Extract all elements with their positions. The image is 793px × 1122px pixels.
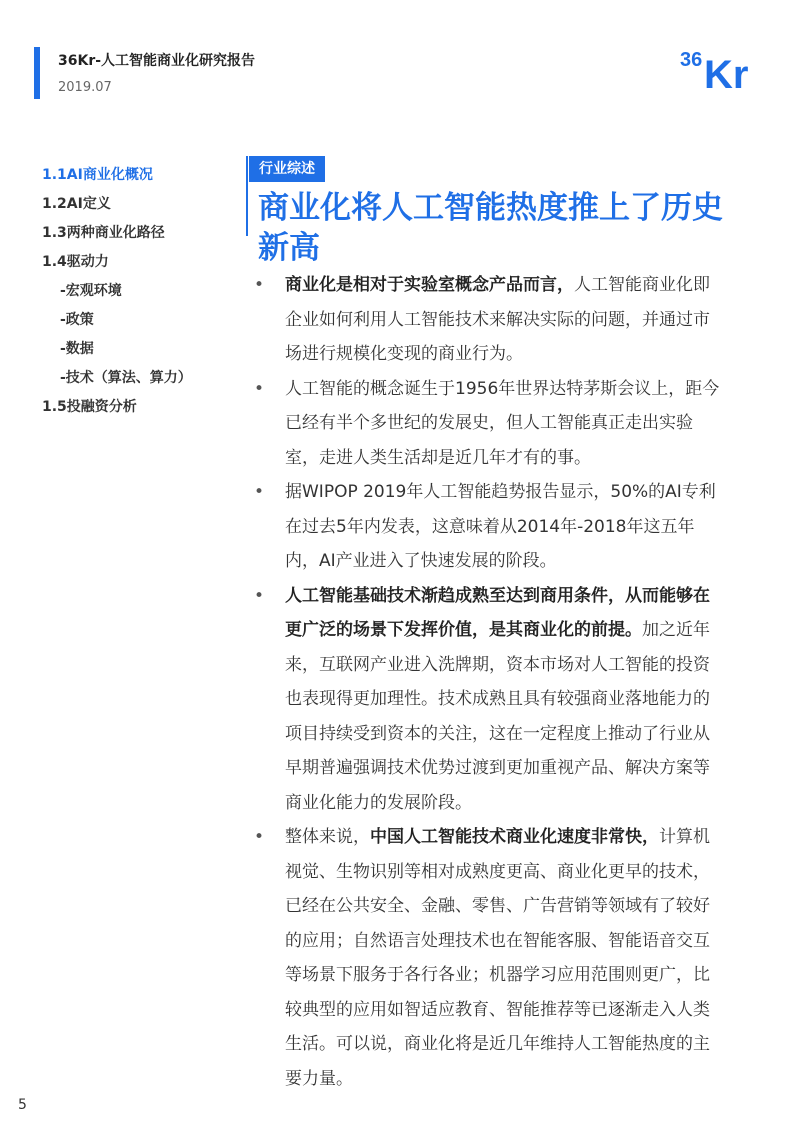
36kr-logo [678,40,768,92]
toc-item-macro[interactable]: -宏观环境 [60,283,122,299]
bullet-text: 计算机视觉、生物识别等相对成熟度更高、商业化更早的技术，已经在公共安全、金融、零售、广告营销等领域有了较好的应用；自然语言处理技术也在智能客服、智能语音交互等场景下服务于各行各业；机器学习应用范围则更广，比较典型的应用如智适应教育、智能推荐等已逐渐走入人类生活。可以说，商业化将是近几年维持人工智能热度的主要力量。 [285,827,710,1089]
bullet-text: 人工智能商业化即企业如何利用人工智能技术来解决实际的问题，并通过市场进行规模化变现的商业行为。 [285,275,710,364]
report-date: 2019.07 [58,80,112,95]
table-of-contents [42,166,242,427]
bullet-icon: • [254,482,265,502]
toc-item-data[interactable]: -数据 [60,341,94,357]
section-divider [246,156,248,236]
bullet-item [254,475,724,579]
bullet-bold-text: 商业化是相对于实验室概念产品而言， [285,275,574,295]
bullet-text: 人工智能的概念诞生于1956年世界达特茅斯会议上，距今已经有半个多世纪的发展史，但人工智能真正走出实验室，走进人类生活却是近几年才有的事。 [285,378,720,468]
bullet-list [254,268,724,1096]
toc-item-1-4[interactable]: 1.4驱动力 [42,254,109,270]
logo-36: 36 [680,49,703,71]
bullet-icon: • [254,275,265,295]
toc-item-1-3[interactable]: 1.3两种商业化路径 [42,225,165,241]
bullet-icon: • [254,378,265,399]
bullet-item [254,268,724,372]
bullet-text: 加之近年来，互联网产业进入洗牌期，资本市场对人工智能的投资也表现得更加理性。技术成熟且具有较强商业落地能力的项目持续受到资本的关注，这在一定程度上推动了行业从早期普遍强调技术优势过渡到更加重视产品、解决方案等商业化能力的发展阶段。 [285,620,710,813]
bullet-bold-text: 中国人工智能技术商业化速度非常快， [370,827,659,847]
section-headline: 商业化将人工智能热度推上了历史新高 [258,190,723,266]
bullet-icon: • [254,585,265,606]
toc-item-policy[interactable]: -政策 [60,312,94,328]
toc-item-1-1[interactable]: 1.1AI商业化概况 [42,167,153,183]
bullet-text: 据WIPOP 2019年人工智能趋势报告显示，50%的AI专利在过去5年内发表，这意味着从2014年-2018年这五年内，AI产业进入了快速发展的阶段。 [285,482,716,571]
section-tag: 行业综述 [249,156,325,182]
logo-kr: Kr [704,53,749,92]
toc-item-tech[interactable]: -技术（算法、算力） [60,370,192,386]
bullet-item [254,579,724,821]
header-accent-bar [34,47,40,99]
toc-item-1-2[interactable]: 1.2AI定义 [42,196,111,212]
page-number: 5 [18,1097,27,1113]
bullet-item [254,372,724,476]
bullet-item [254,820,724,1096]
report-title: 36Kr-人工智能商业化研究报告 [58,53,256,69]
bullet-pre-text: 整体来说， [285,827,370,847]
bullet-bold-text: 人工智能基础技术渐趋成熟至达到商用条件，从而能够在更广泛的场景下发挥价值，是其商业化的前提。 [285,585,710,640]
bullet-icon: • [254,827,265,847]
toc-item-1-5[interactable]: 1.5投融资分析 [42,399,137,415]
